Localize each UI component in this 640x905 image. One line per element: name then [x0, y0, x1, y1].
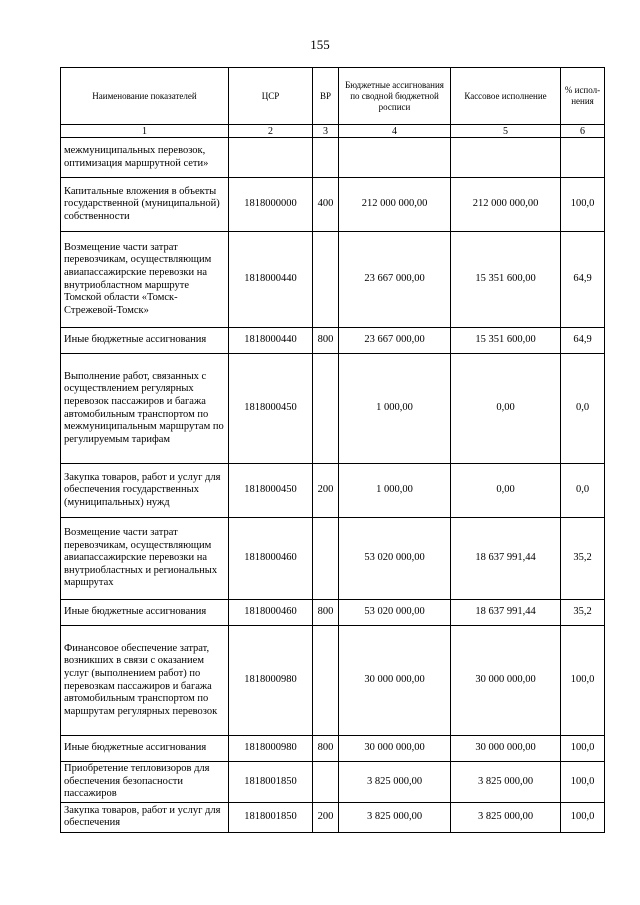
- header-percent: % испол-нения: [561, 68, 605, 125]
- cell-vr: [313, 354, 339, 464]
- cell-csr: 1818000980: [229, 736, 313, 762]
- cell-budget: 212 000 000,00: [339, 178, 451, 232]
- table-row: [61, 354, 605, 464]
- cell-percent: 100,0: [561, 626, 605, 736]
- cell-name: Возмещение части затрат перевозчикам, осуществляющим авиапассажирские перевозки на внутриобластных и региональных маршрутах: [61, 518, 229, 600]
- cell-vr: [313, 762, 339, 803]
- cell-csr: 1818000450: [229, 354, 313, 464]
- cell-vr: 800: [313, 600, 339, 626]
- cell-budget: 23 667 000,00: [339, 328, 451, 354]
- cell-cash: 30 000 000,00: [451, 626, 561, 736]
- cell-csr: 1818000460: [229, 600, 313, 626]
- cell-csr: 1818001850: [229, 762, 313, 803]
- col-number: 2: [229, 125, 313, 138]
- cell-budget: 3 825 000,00: [339, 802, 451, 832]
- cell-percent: 100,0: [561, 762, 605, 803]
- cell-cash: 3 825 000,00: [451, 762, 561, 803]
- cell-percent: 100,0: [561, 802, 605, 832]
- cell-percent: [561, 138, 605, 178]
- cell-percent: 64,9: [561, 232, 605, 328]
- cell-cash: 0,00: [451, 464, 561, 518]
- col-number: 1: [61, 125, 229, 138]
- cell-cash: 15 351 600,00: [451, 232, 561, 328]
- col-number: 3: [313, 125, 339, 138]
- cell-vr: [313, 626, 339, 736]
- cell-name: Приобретение тепловизоров для обеспечения безопасности пассажиров: [61, 762, 229, 803]
- cell-cash: 15 351 600,00: [451, 328, 561, 354]
- cell-csr: 1818000450: [229, 464, 313, 518]
- cell-name: Финансовое обеспечение затрат, возникших в связи с оказанием услуг (выполнением работ) по перевозкам пассажиров и багажа автомобильным транспортом по маршрутам регулярных перевозок: [61, 626, 229, 736]
- col-number: 6: [561, 125, 605, 138]
- cell-csr: 1818000440: [229, 328, 313, 354]
- cell-budget: 53 020 000,00: [339, 600, 451, 626]
- cell-budget: 1 000,00: [339, 464, 451, 518]
- table-row: [61, 518, 605, 600]
- cell-name: Возмещение части затрат перевозчикам, осуществляющим авиапассажирские перевозки на внутриобластном маршруте Томской области «Томск-Стрежевой-Томск»: [61, 232, 229, 328]
- cell-percent: 100,0: [561, 178, 605, 232]
- cell-name: Закупка товаров, работ и услуг для обеспечения государственных (муниципальных) нужд: [61, 464, 229, 518]
- cell-name: Иные бюджетные ассигнования: [61, 736, 229, 762]
- cell-name: Капитальные вложения в объекты государственной (муниципальной) собственности: [61, 178, 229, 232]
- cell-budget: 23 667 000,00: [339, 232, 451, 328]
- header-name: Наименование показателей: [61, 68, 229, 125]
- cell-name: Выполнение работ, связанных с осуществлением регулярных перевозок пассажиров и багажа автомобильным транспортом по межмуниципальным маршрутам по регулируемым тарифам: [61, 354, 229, 464]
- table-row: [61, 600, 605, 626]
- table-row: [61, 762, 605, 803]
- cell-csr: [229, 138, 313, 178]
- cell-cash: 30 000 000,00: [451, 736, 561, 762]
- cell-csr: 1818000460: [229, 518, 313, 600]
- table-row: [61, 138, 605, 178]
- table-row: [61, 802, 605, 832]
- cell-vr: [313, 138, 339, 178]
- cell-cash: [451, 138, 561, 178]
- cell-cash: 212 000 000,00: [451, 178, 561, 232]
- table-row: [61, 736, 605, 762]
- cell-cash: 3 825 000,00: [451, 802, 561, 832]
- cell-cash: 0,00: [451, 354, 561, 464]
- header-csr: ЦСР: [229, 68, 313, 125]
- cell-name: Закупка товаров, работ и услуг для обеспечения: [61, 802, 229, 832]
- cell-cash: 18 637 991,44: [451, 600, 561, 626]
- col-number: 5: [451, 125, 561, 138]
- cell-budget: 1 000,00: [339, 354, 451, 464]
- cell-vr: 400: [313, 178, 339, 232]
- table-row: [61, 626, 605, 736]
- cell-name: Иные бюджетные ассигнования: [61, 600, 229, 626]
- cell-percent: 35,2: [561, 600, 605, 626]
- cell-percent: 100,0: [561, 736, 605, 762]
- table-row: [61, 464, 605, 518]
- table-row: [61, 328, 605, 354]
- cell-budget: 53 020 000,00: [339, 518, 451, 600]
- cell-name: Иные бюджетные ассигнования: [61, 328, 229, 354]
- cell-percent: 35,2: [561, 518, 605, 600]
- cell-vr: 200: [313, 464, 339, 518]
- header-cash: Кассовое исполнение: [451, 68, 561, 125]
- table-row: [61, 178, 605, 232]
- cell-vr: 200: [313, 802, 339, 832]
- page-number: 155: [310, 37, 330, 52]
- col-number: 4: [339, 125, 451, 138]
- cell-percent: 0,0: [561, 354, 605, 464]
- cell-csr: 1818000440: [229, 232, 313, 328]
- cell-csr: 1818001850: [229, 802, 313, 832]
- cell-cash: 18 637 991,44: [451, 518, 561, 600]
- budget-table: [60, 67, 605, 833]
- cell-name: межмуниципальных перевозок, оптимизация маршрутной сети»: [61, 138, 229, 178]
- cell-vr: 800: [313, 736, 339, 762]
- cell-vr: [313, 232, 339, 328]
- header-budget: Бюджетные ассигнования по сводной бюджетной росписи: [339, 68, 451, 125]
- header-vr: ВР: [313, 68, 339, 125]
- cell-vr: [313, 518, 339, 600]
- cell-budget: 30 000 000,00: [339, 736, 451, 762]
- cell-budget: 30 000 000,00: [339, 626, 451, 736]
- cell-csr: 1818000980: [229, 626, 313, 736]
- cell-vr: 800: [313, 328, 339, 354]
- table-row: [61, 232, 605, 328]
- cell-csr: 1818000000: [229, 178, 313, 232]
- cell-budget: [339, 138, 451, 178]
- cell-percent: 64,9: [561, 328, 605, 354]
- cell-budget: 3 825 000,00: [339, 762, 451, 803]
- cell-percent: 0,0: [561, 464, 605, 518]
